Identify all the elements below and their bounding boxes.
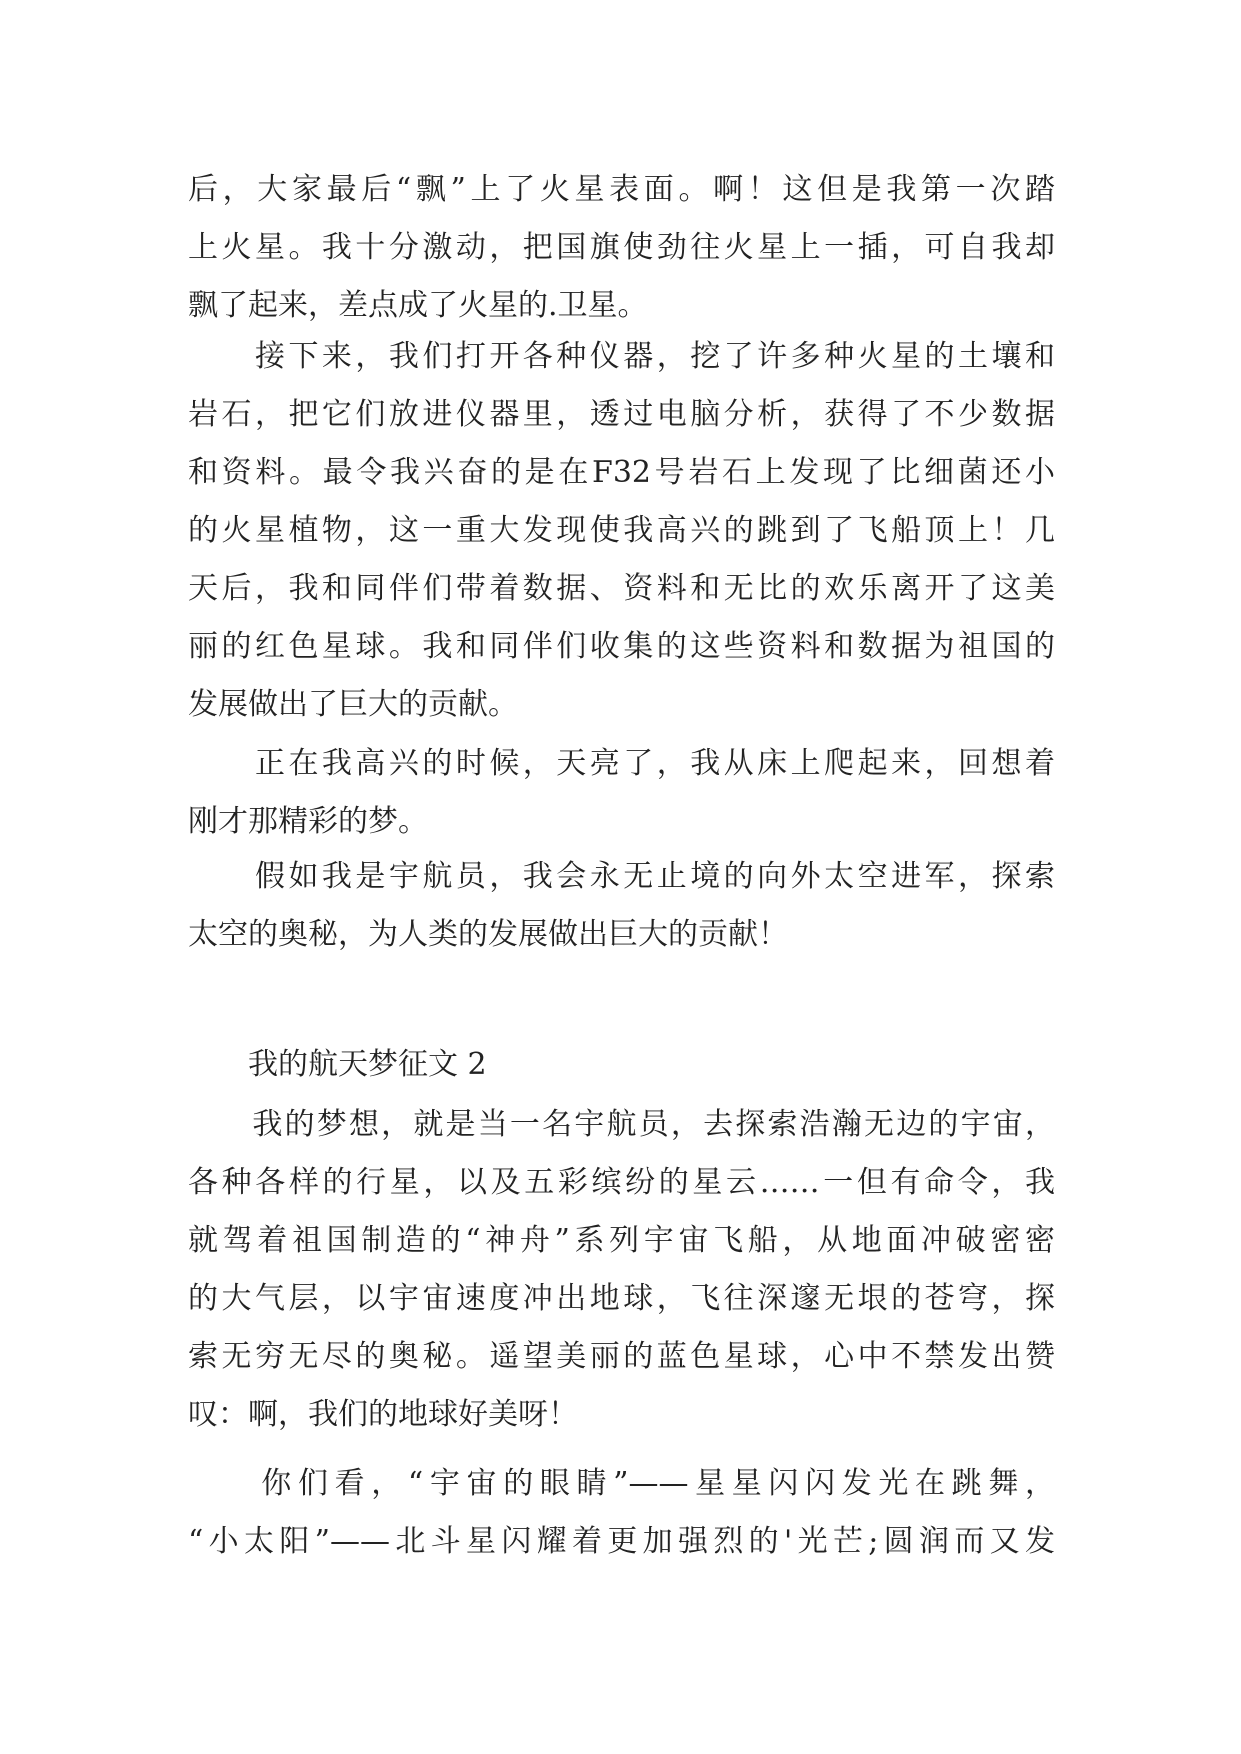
paragraph-conclusion: [188, 848, 1055, 964]
paragraph-stars: [188, 1455, 1055, 1571]
text-line: 飘了起来，差点成了火星的.卫星。: [188, 288, 648, 323]
text-line: 太空的奥秘，为人类的发展做出巨大的贡献！: [188, 917, 788, 952]
paragraph-astronaut-dream: [188, 1096, 1055, 1444]
text-line: 就驾着祖国制造的“神舟”系列宇宙飞船，从地面冲破密密: [188, 1223, 1055, 1258]
paragraph-instruments: [188, 328, 1055, 734]
text-line: “小太阳”——北斗星闪耀着更加强烈的'光芒;圆润而又发: [188, 1524, 1055, 1559]
text-line: 我的梦想，就是当一名宇航员，去探索浩瀚无边的宇宙，: [188, 1107, 1055, 1142]
text-line: 发展做出了巨大的贡献。: [188, 687, 518, 722]
text-line: 丽的红色星球。我和同伴们收集的这些资料和数据为祖国的: [188, 629, 1055, 664]
text-line: 的火星植物，这一重大发现使我高兴的跳到了飞船顶上！几: [188, 513, 1055, 548]
text-line: 正在我高兴的时候，天亮了，我从床上爬起来，回想着: [188, 746, 1055, 781]
section-title: [188, 1036, 1055, 1094]
text-line: 天后，我和同伴们带着数据、资料和无比的欢乐离开了这美: [188, 571, 1055, 606]
text-line: 的大气层，以宇宙速度冲出地球，飞往深邃无垠的苍穹，探: [188, 1281, 1055, 1316]
text-line: 索无穷无尽的奥秘。遥望美丽的蓝色星球，心中不禁发出赞: [188, 1339, 1055, 1374]
text-line: 刚才那精彩的梦。: [188, 804, 428, 839]
text-line: 假如我是宇航员，我会永无止境的向外太空进军，探索: [188, 859, 1055, 894]
text-line: 各种各样的行星，以及五彩缤纷的星云……一但有命令，我: [188, 1165, 1055, 1200]
text-line: 岩石，把它们放进仪器里，透过电脑分析，获得了不少数据: [188, 397, 1055, 432]
text-line: 后，大家最后“飘”上了火星表面。啊！这但是我第一次踏: [188, 172, 1055, 207]
text-line: 叹：啊，我们的地球好美呀！: [188, 1397, 578, 1432]
text-line: 和资料。最令我兴奋的是在F32号岩石上发现了比细菌还小: [188, 455, 1055, 490]
text-line: 上火星。我十分激动，把国旗使劲往火星上一插，可自我却: [188, 230, 1055, 265]
text-line: 接下来，我们打开各种仪器，挖了许多种火星的土壤和: [188, 339, 1055, 374]
paragraph-waking-up: [188, 735, 1055, 851]
section-title-text: 我的航天梦征文 2: [188, 1047, 487, 1082]
text-line: 你们看，“宇宙的眼睛”——星星闪闪发光在跳舞，: [188, 1466, 1055, 1501]
paragraph-mars-landing: [188, 161, 1055, 335]
